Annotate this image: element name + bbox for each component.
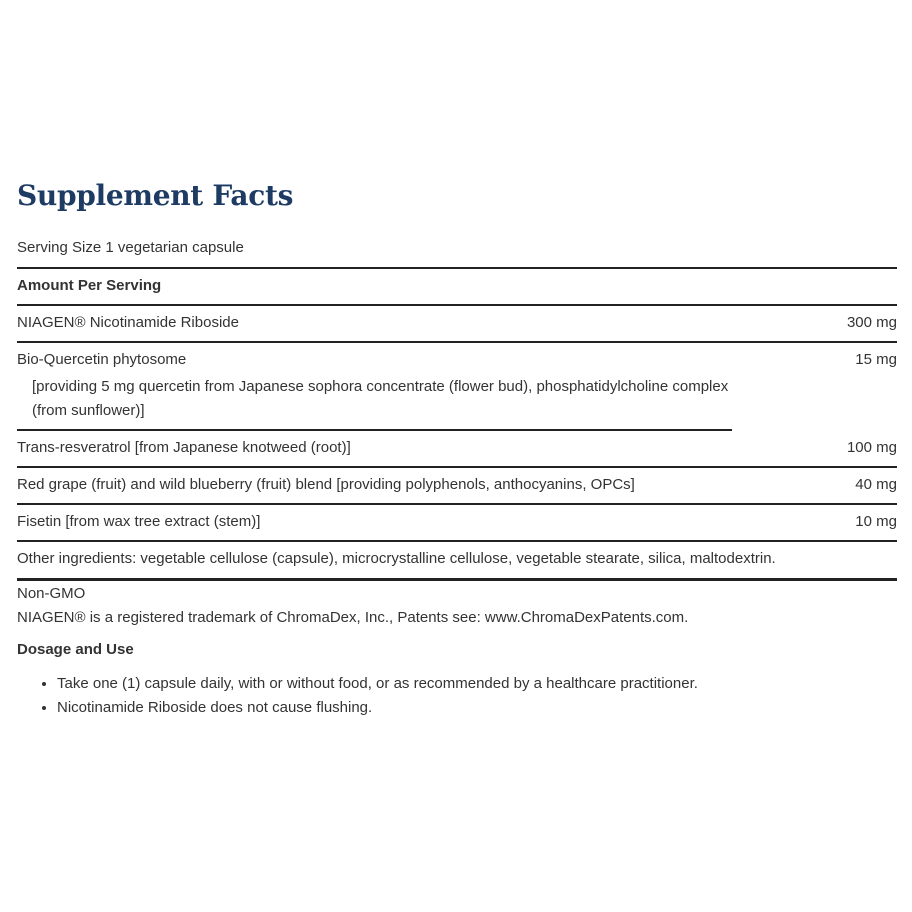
non-gmo-note: Non-GMO xyxy=(17,585,86,602)
amount-per-serving-header xyxy=(17,269,897,306)
ingredient-subnote: [providing 5 mg quercetin from Japanese sophora concentrate (flower bud), phosphatidylcholine complex (from sunflower)] xyxy=(17,375,732,431)
ingredient-name: Trans-resveratrol [from Japanese knotweed (root)] xyxy=(17,439,351,456)
ingredient-row xyxy=(17,343,897,378)
supplement-facts-panel xyxy=(17,178,897,720)
dosage-item: • Take one (1) capsule daily, with or without food, or as recommended by a healthcare practitioner. xyxy=(57,672,897,696)
dosage-list xyxy=(17,672,897,720)
ingredient-name: Fisetin [from wax tree extract (stem)] xyxy=(17,513,261,530)
ingredient-amount: 40 mg xyxy=(855,476,897,493)
ingredient-amount: 10 mg xyxy=(855,513,897,530)
supplement-facts-title: Supplement Facts xyxy=(17,179,294,212)
dosage-title: Dosage and Use xyxy=(17,641,134,658)
ingredient-amount: 300 mg xyxy=(846,314,897,331)
ingredient-name: Red grape (fruit) and wild blueberry (fruit) blend [providing polyphenols, anthocyanins, OPCs] xyxy=(17,476,635,493)
ingredient-amount: 100 mg xyxy=(846,439,897,456)
ingredient-row xyxy=(17,468,897,505)
ingredient-name: NIAGEN® Nicotinamide Riboside xyxy=(17,314,239,331)
other-ingredients: Other ingredients: vegetable cellulose (capsule), microcrystalline cellulose, vegetable stearate, silica, maltodextrin. xyxy=(17,542,897,581)
ingredient-amount: 15 mg xyxy=(855,351,897,368)
ingredient-row xyxy=(17,306,897,343)
trademark-note: NIAGEN® is a registered trademark of ChromaDex, Inc., Patents see: www.ChromaDexPatents.com. xyxy=(17,609,689,626)
label-notes xyxy=(17,582,897,630)
serving-size: Serving Size 1 vegetarian capsule xyxy=(17,238,897,269)
dosage-item: • Nicotinamide Riboside does not cause flushing. xyxy=(57,696,897,720)
ingredient-row xyxy=(17,431,897,468)
amount-header-label: Amount Per Serving xyxy=(17,277,162,294)
ingredient-name: Bio-Quercetin phytosome xyxy=(17,351,187,368)
ingredient-row xyxy=(17,505,897,542)
